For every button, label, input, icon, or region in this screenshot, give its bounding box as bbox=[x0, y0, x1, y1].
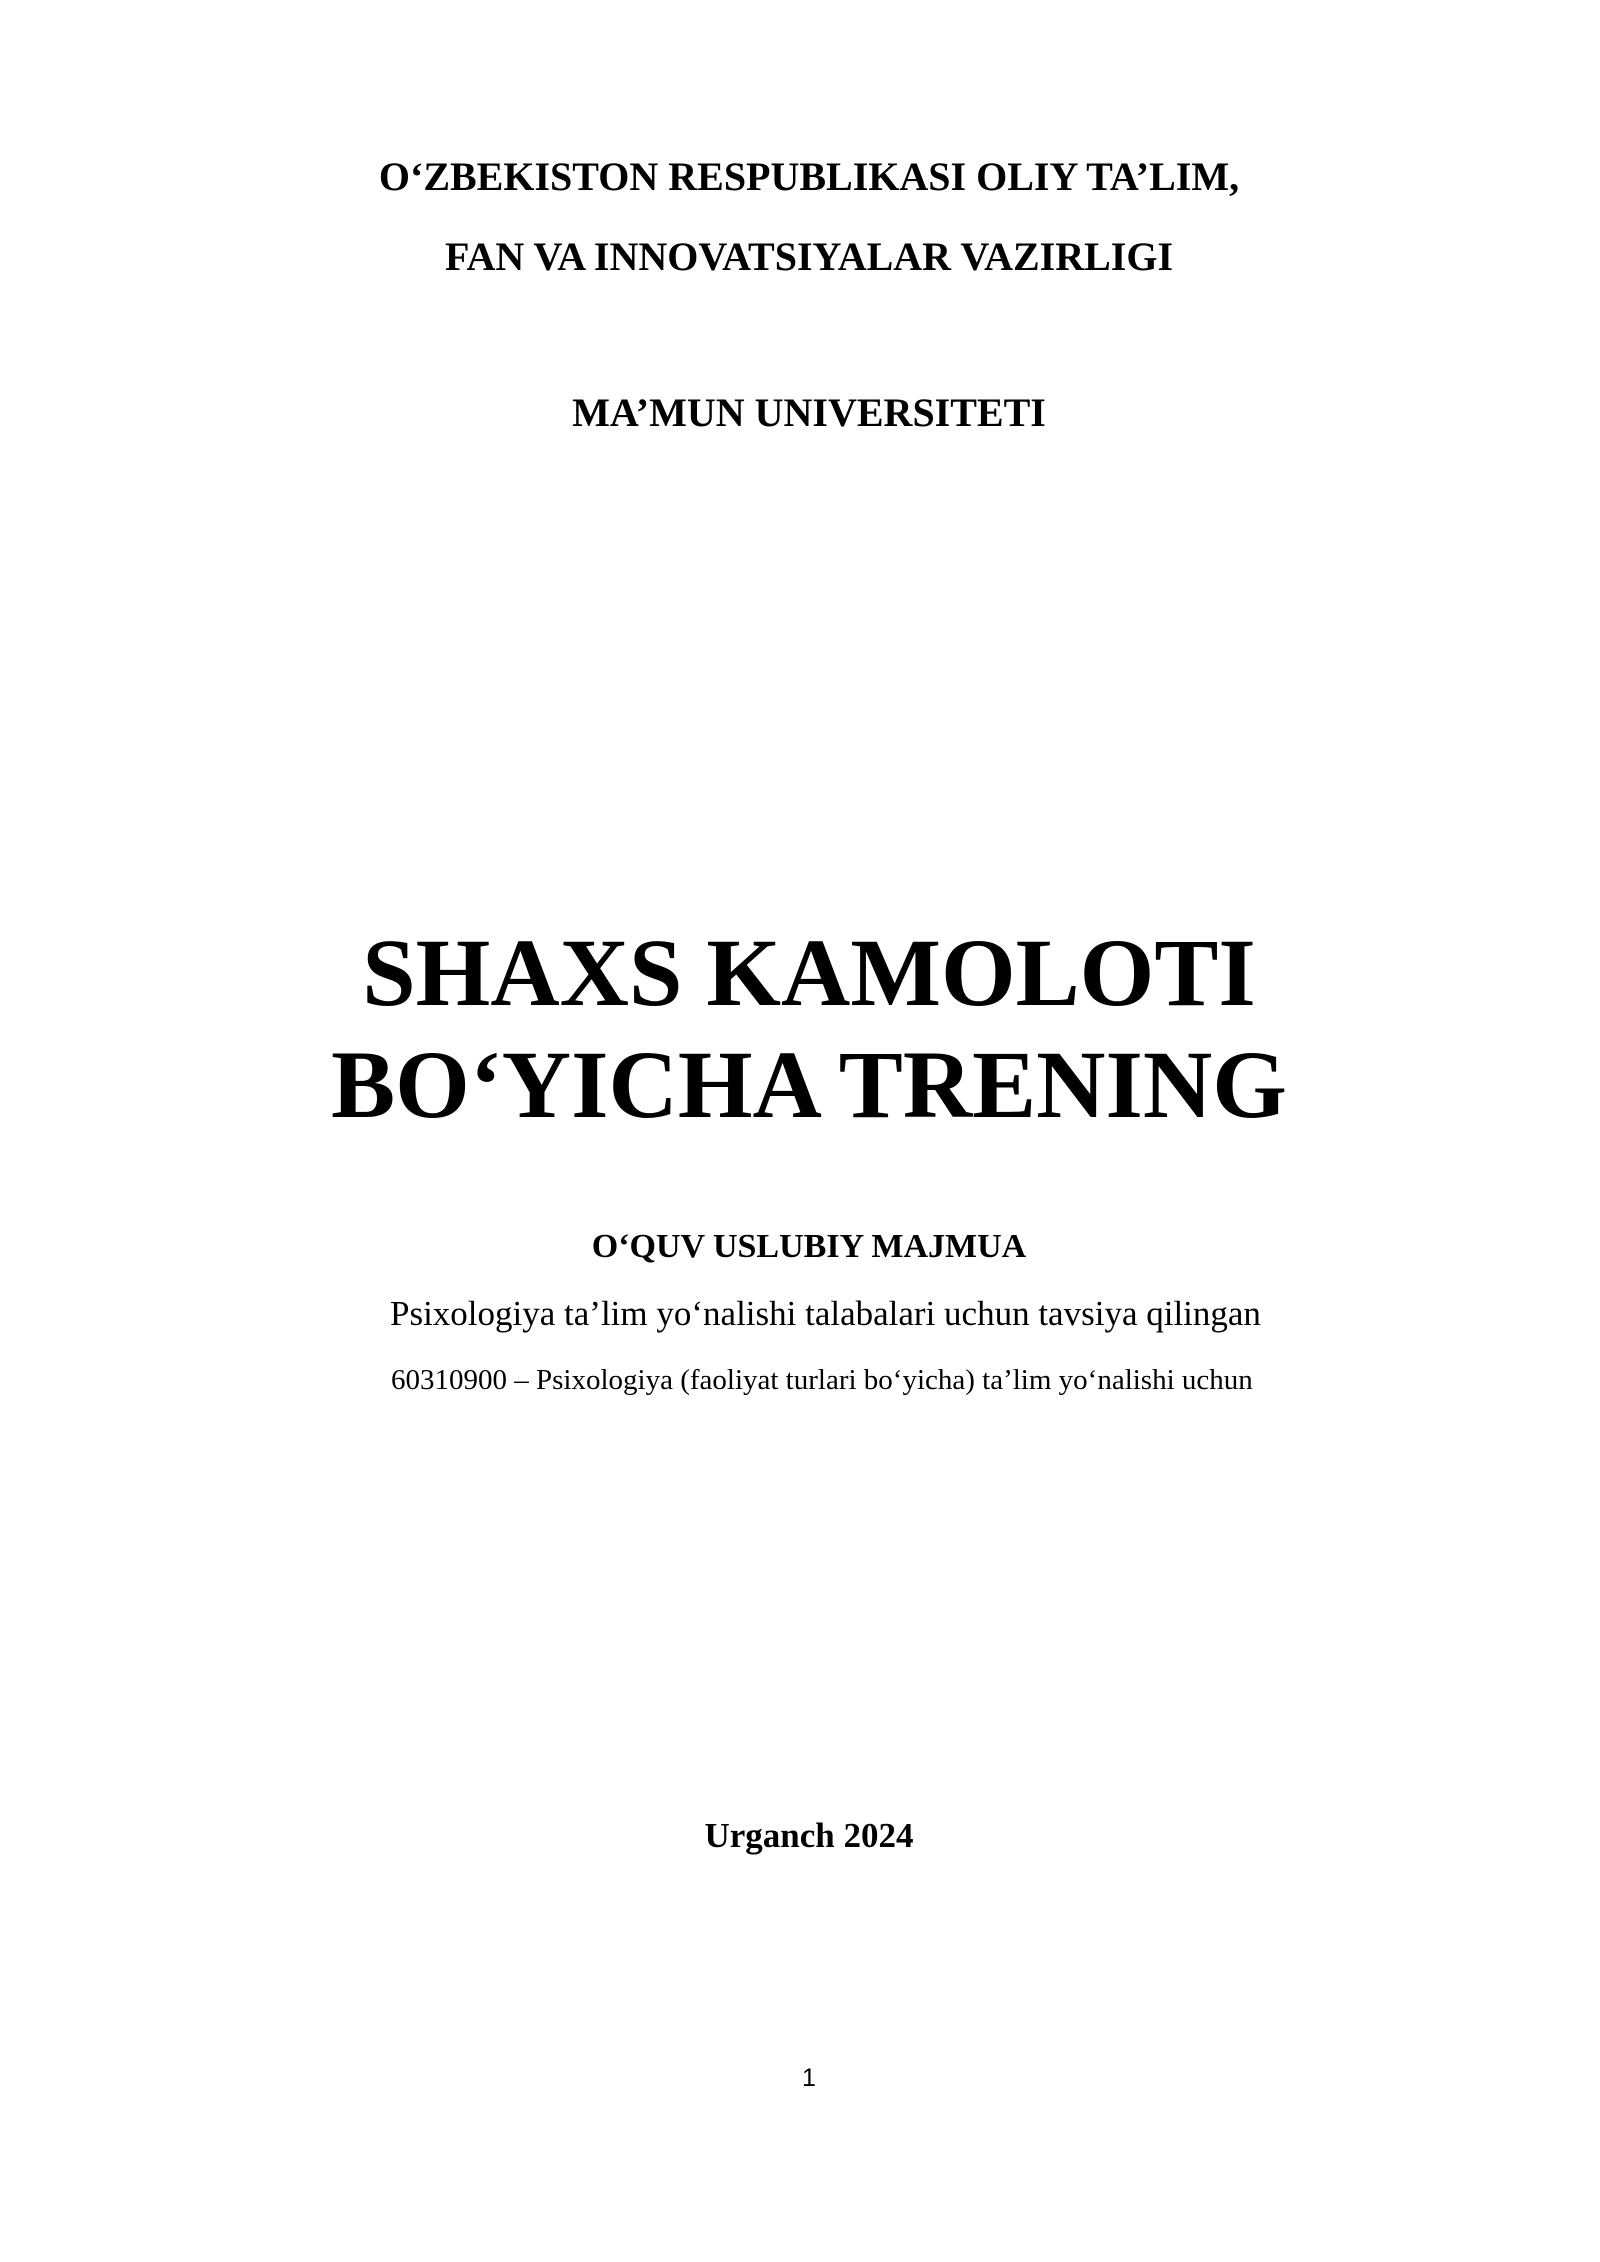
document-title-line-2: BO‘YICHA TRENING bbox=[331, 1031, 1287, 1138]
ministry-name-line-1: O‘ZBEKISTON RESPUBLIKASI OLIY TA’LIM, bbox=[378, 154, 1240, 199]
ministry-name-line-2: FAN VA INNOVATSIYALAR VAZIRLIGI bbox=[444, 234, 1174, 279]
document-type: O‘QUV USLUBIY MAJMUA bbox=[591, 1228, 1027, 1265]
recommendation-text: Psixologiya ta’lim yo‘nalishi talabalari uchun tavsiya qilingan bbox=[390, 1294, 1261, 1333]
university-name: MA’MUN UNIVERSITETI bbox=[572, 390, 1046, 435]
city-year: Urganch 2024 bbox=[704, 1816, 914, 1855]
specialty-text: 60310900 – Psixologiya (faoliyat turlari bo‘yicha) ta’lim yo‘nalishi uchun bbox=[391, 1364, 1253, 1396]
document-title-line-1: SHAXS KAMOLOTI bbox=[362, 919, 1256, 1026]
page-number: 1 bbox=[802, 2064, 816, 2092]
